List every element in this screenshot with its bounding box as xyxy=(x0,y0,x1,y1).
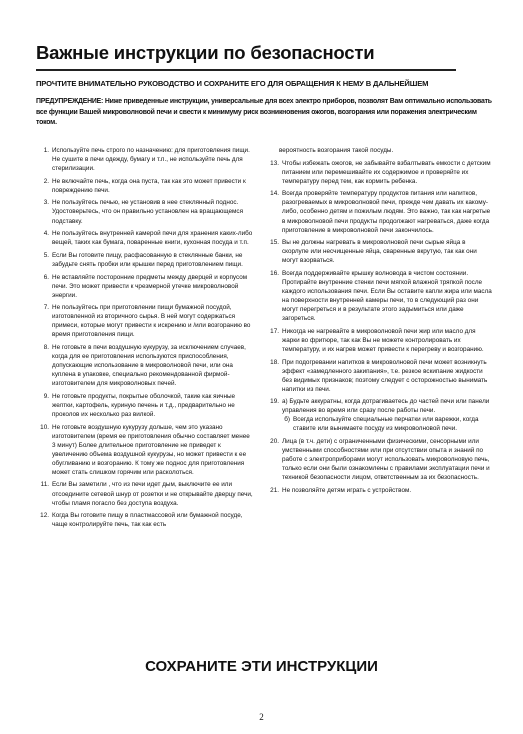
item-text: Когда Вы готовите пищу в пластмассовой или бумажной посуде, чаще контролируйте печь, так как есть xyxy=(52,512,243,529)
warning-paragraph: ПРЕДУПРЕЖДЕНИЕ: Ниже приведенные инструкции, универсальные для всех электро приборов, позволят Вам оптимально использовать все функции Вашей микроволновой печи и свести к минимуму риск возникновения ожогов, возгорания или поражения электрическим током. xyxy=(36,98,492,126)
item-number: 1. xyxy=(43,147,49,154)
instruction-item xyxy=(36,177,254,195)
item-text: Если Вы готовите пищу, расфасованную в стеклянные банки, не забудьте снять пробки или крышки перед приготовлением пищи. xyxy=(52,251,243,268)
item-text: Не пользуйтесь внутренней камерой печи для хранения каких-либо вещей, таких как бумага, поваренные книги, кухонная посуда и т.п. xyxy=(52,230,253,247)
item-text: Не позволяйте детям играть с устройством. xyxy=(282,486,412,494)
instruction-item xyxy=(36,423,254,477)
sub-item xyxy=(266,415,492,433)
item-text: Никогда не нагревайте в микроволновой печи жир или масло для жарки во фритюре, так как Вы не можете контролировать их температуру, и их нагрев может привести к перегреву и возгоранию. xyxy=(282,327,484,353)
instruction-item xyxy=(36,273,254,300)
item-text: Используйте печь строго по назначению: для приготовления пищи. Не сушите в печи одежду, бумагу и т.п., не используйте печь для стерилизации. xyxy=(52,147,250,173)
item-number: 18. xyxy=(270,358,279,366)
item-text: Не готовьте воздушную кукурузу дольше, чем это указано изготовителем (время ее приготовления обычно составляет менее 3 минут) Более длительное приготовление не приведет к увеличению объема воздушной кукурузы, но может привести к ее обугливанию и возгоранию. К тому же поднос для приготовления может стать слишком горячим или расколоться. xyxy=(52,423,250,476)
item-text: Не готовьте в печи воздушную кукурузу, за исключением случаев, когда для ее приготовления используются приспособления, допускающие использование в микроволновой печи, или она куплена в упаковке, специально рекомендованной фирмой-изготовителем для микроволновых печей. xyxy=(52,344,246,388)
item-number: 9. xyxy=(43,392,49,400)
item-number: 17. xyxy=(270,327,279,335)
page-number: 2 xyxy=(259,712,264,722)
item-number: 16. xyxy=(270,269,279,277)
right-column xyxy=(266,146,492,499)
item-text: Не вставляйте посторонние предметы между дверцей и корпусом печи. Это может привести к чрезмерной утечке микроволновой энергии. xyxy=(52,273,248,299)
item-text: Не пользуйтесь при приготовлении пищи бумажной посудой, изготовленной из вторичного сырья. В ней могут содержаться примеси, которые могут привести к искрению и /или возгоранию во время приготовления пищи. xyxy=(52,304,251,339)
item-number: 19. xyxy=(270,398,279,406)
sub-item-label: б) xyxy=(284,416,290,424)
item-number: 20. xyxy=(270,438,279,446)
instruction-item xyxy=(36,343,254,388)
continued-text: вероятность возгорания такой посуды. xyxy=(279,147,394,154)
instruction-item xyxy=(36,198,254,225)
item-number: 5. xyxy=(43,251,49,259)
instruction-item xyxy=(36,229,254,247)
item-number: 6. xyxy=(43,273,49,281)
instruction-item xyxy=(36,146,254,173)
item-text: Не пользуйтесь печью, не установив в нее стеклянный поднос. Удостоверьтесь, что он правильно установлен на вращающемся подставку. xyxy=(52,199,244,225)
instruction-item xyxy=(266,159,492,186)
instruction-item xyxy=(266,189,492,234)
instruction-item xyxy=(266,238,492,265)
left-instruction-list xyxy=(36,146,254,529)
item-text: Не включайте печь, когда она пуста, так как это может привести к повреждению печи. xyxy=(52,177,246,194)
title-underline xyxy=(36,69,456,71)
item-number: 21. xyxy=(270,486,279,494)
item-text: При подогревании напитков в микроволновой печи может возникнуть эффект «замедленного закипания», т.е. резкое вскипание жидкости без видимых признаков; поэтому следует с осторожностью вынимать напитки из печи. xyxy=(282,358,488,393)
item-text: Всегда проверяйте температуру продуктов питания или напитков, разогреваемых в микроволновой печи, прежде чем давать их какому-либо, особенно детям и пожилым людям. Это важно, так как нагретые в микроволновой печи продукты продолжают нагреваться, даже когда приготовление в микроволновой печи закончилось. xyxy=(282,190,491,234)
item-text: Чтобы избежать ожогов, не забывайте взбалтывать емкости с детским питанием или перемешивайте их содержимое и проверяйте их температуру перед тем, как кормить ребенка. xyxy=(282,159,491,185)
instruction-item xyxy=(266,397,492,433)
instruction-item xyxy=(36,392,254,419)
item-number: 10. xyxy=(40,423,49,431)
sub-item-text: Всегда используйте специальные перчатки или варежки, когда ставите или вынимаете посуду из микроволновой печи. xyxy=(293,416,479,433)
item-number: 14. xyxy=(270,190,279,198)
save-instructions-footer: СОХРАНИТЕ ЭТИ ИНСТРУКЦИИ xyxy=(145,658,378,675)
item-text: Не готовьте продукты, покрытые оболочкой, такие как яичные желтки, картофель, куриную печень и т.д., предварительно не проколов их несколько раз вилкой. xyxy=(52,392,236,418)
page-title: Важные инструкции по безопасности xyxy=(36,42,375,63)
item-text: Если Вы заметили , что из печи идет дым, выключите ее или отсоедините сетевой шнур от розетки и не открывайте дверцу печи, чтобы пламя погасло без доступа воздуха. xyxy=(52,481,253,507)
item-number: 2. xyxy=(43,177,49,185)
item-number: 4. xyxy=(43,230,49,238)
left-column xyxy=(36,146,254,533)
instruction-item xyxy=(36,480,254,507)
instruction-item xyxy=(36,511,254,529)
instruction-subheading: ПРОЧТИТЕ ВНИМАТЕЛЬНО РУКОВОДСТВО И СОХРАНИТЕ ЕГО ДЛЯ ОБРАЩЕНИЯ К НЕМУ В ДАЛЬНЕЙШЕМ xyxy=(36,79,429,88)
instruction-item xyxy=(36,303,254,339)
instruction-item xyxy=(266,269,492,323)
item-number: 3. xyxy=(43,199,49,207)
instruction-item xyxy=(266,358,492,394)
item-number: 12. xyxy=(40,512,49,520)
instruction-item xyxy=(36,251,254,269)
item-number: 13. xyxy=(270,159,279,167)
item-number: 7. xyxy=(43,304,49,312)
item-text: а) Будьте аккуратны, когда дотрагиваетесь до частей печи или панели управления во время или сразу после работы печи. xyxy=(282,398,490,415)
item-text: Вы не должны нагревать в микроволновой печи сырые яйца в скорлупе или несчищенные яйца, сваренные вкрутую, так как они могут взорваться. xyxy=(282,239,477,265)
item-number: 11. xyxy=(40,481,49,489)
instruction-item xyxy=(266,327,492,354)
instruction-item xyxy=(266,486,492,495)
item-number: 15. xyxy=(270,239,279,247)
item-number: 8. xyxy=(43,344,49,352)
item-text: Лица (в т.ч. дети) с ограниченными физическими, сенсорными или умственными способностями или при отсутствии опыта и знаний по работе с электроприборами могут использовать микроволновую печь, только если они были ознакомлены с правилами эксплуатации печи и техникой безопасности лицом, ответственным за их безопасность. xyxy=(282,438,490,482)
right-instruction-list xyxy=(266,159,492,495)
instruction-item xyxy=(266,437,492,482)
item-text: Всегда поддерживайте крышку волновода в чистом состоянии. Протирайте внутренние стенки печи мягкой влажной тряпкой после каждого использования печи. Если Вы оставите капли жира или масла на поверхности внутренней камеры печи, то в следующий раз они могут перегреться и в результате этого задымиться или даже загореться. xyxy=(282,269,492,323)
